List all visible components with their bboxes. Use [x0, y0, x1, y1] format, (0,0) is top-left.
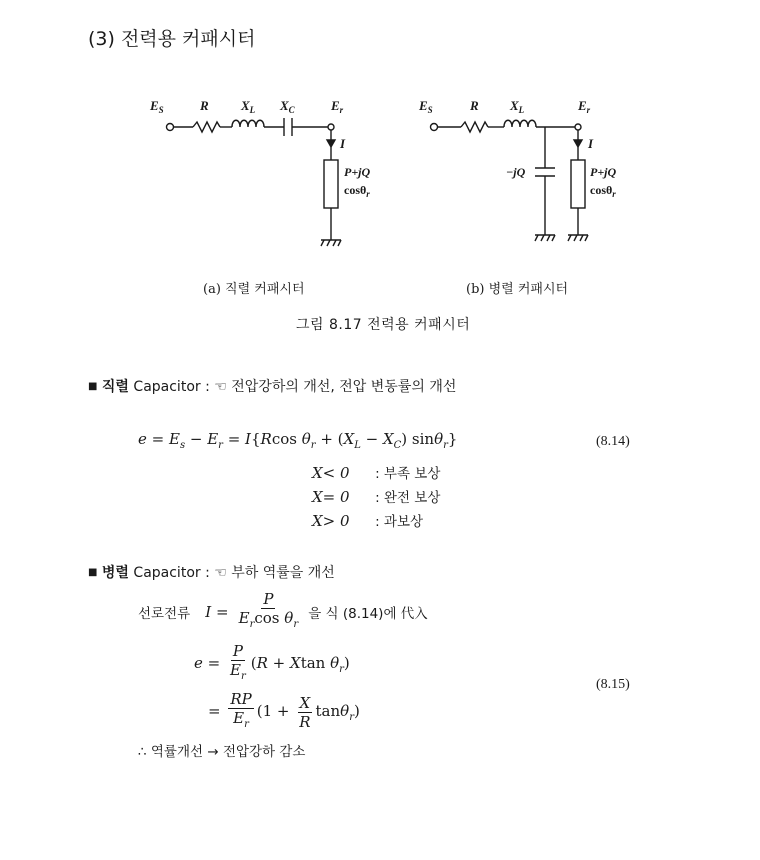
label-er-a: $E_r$	[331, 98, 344, 115]
label-xc-a: $X_C$	[280, 98, 295, 115]
bullet-icon: ■	[88, 567, 98, 578]
case-description: : 과보상	[375, 514, 424, 530]
label-load2-b: cosθ$_r$	[590, 183, 616, 199]
inductor-b	[504, 120, 536, 127]
circuit-diagrams	[0, 80, 760, 270]
case-description: : 부족 보상	[375, 466, 441, 482]
label-es-a: $E_S$	[150, 98, 164, 115]
current-arrow-b	[574, 140, 582, 147]
label-r-a: R	[200, 98, 209, 113]
bullet-icon: ■	[88, 381, 98, 392]
series-keyword: 직렬	[101, 379, 129, 395]
parallel-keyword: 병렬	[101, 565, 129, 581]
case-condition: X= 0	[312, 488, 350, 506]
parallel-label: Capacitor : ☜ 부하 역률을 개선	[128, 565, 335, 581]
label-es-b: $E_S$	[419, 98, 433, 115]
case-description: : 완전 보상	[375, 490, 441, 506]
series-label: Capacitor : ☜ 전압강하의 개선, 전압 변동률의 개선	[128, 379, 457, 395]
label-er-b: $E_r$	[578, 98, 591, 115]
case-condition: X< 0	[312, 464, 350, 482]
label-r-b: R	[470, 98, 479, 113]
label-load2-a: cosθ$_r$	[344, 183, 370, 199]
line-current-suffix: 을 식 (8.14)에 代入	[308, 606, 428, 622]
label-load1-b: P+jQ	[590, 165, 617, 179]
current-arrow-a	[327, 140, 335, 147]
label-xl-a: $X_L$	[241, 98, 256, 115]
conclusion: ∴ 역률개선 → 전압강하 감소	[138, 744, 306, 760]
equation-8-15-line1: e = $\frac{P}{E_r}$ (R + Xtan $\theta_r$)	[194, 642, 350, 682]
terminal-es-b	[431, 124, 438, 131]
inductor-a	[232, 120, 264, 127]
terminal-es-a	[167, 124, 174, 131]
resistor-b	[461, 122, 488, 132]
line-current-prefix: 선로전류	[138, 606, 191, 622]
line-current-expression: 선로전류 I = $\frac{P}{E_r\cos \theta_r}$ 을 식 (8.14)에 代入	[138, 590, 428, 630]
parallel-capacitor-heading	[88, 562, 335, 582]
load-b	[571, 160, 585, 208]
caption-b: (b) 병렬 커패시터	[466, 282, 569, 297]
case-row	[312, 486, 440, 510]
equation-8-14: $e = E_s - E_r = I\{Rcos$ $\theta_r + (X_L - X_C)$ sinθ$_r$}	[138, 430, 458, 451]
case-row	[312, 510, 440, 534]
label-xl-b: $X_L$	[510, 98, 525, 115]
case-row	[312, 462, 440, 486]
resistor-a	[193, 122, 220, 132]
caption-a: (a) 직렬 커패시터	[203, 282, 305, 297]
label-load1-a: P+jQ	[344, 165, 371, 179]
series-capacitor-heading	[88, 376, 456, 396]
figure-title: 그림 8.17 전력용 커패시터	[296, 317, 471, 333]
equation-number-8-14: (8.14)	[596, 434, 630, 449]
terminal-er-b	[575, 124, 581, 130]
label-i-b: I	[588, 136, 594, 151]
load-a	[324, 160, 338, 208]
label-i-a: I	[340, 136, 346, 151]
equation-number-8-15: (8.15)	[596, 677, 630, 692]
terminal-er-a	[328, 124, 334, 130]
section-title: (3) 전력용 커패시터	[88, 28, 256, 50]
compensation-cases	[312, 462, 440, 534]
case-condition: X> 0	[312, 512, 350, 530]
label-cap-b: −jQ	[506, 165, 526, 179]
equation-8-15-line2: = $\frac{RP}{E_r}$ (1 + $\frac{X}{R}$ tanθ$_r$)	[208, 690, 360, 731]
